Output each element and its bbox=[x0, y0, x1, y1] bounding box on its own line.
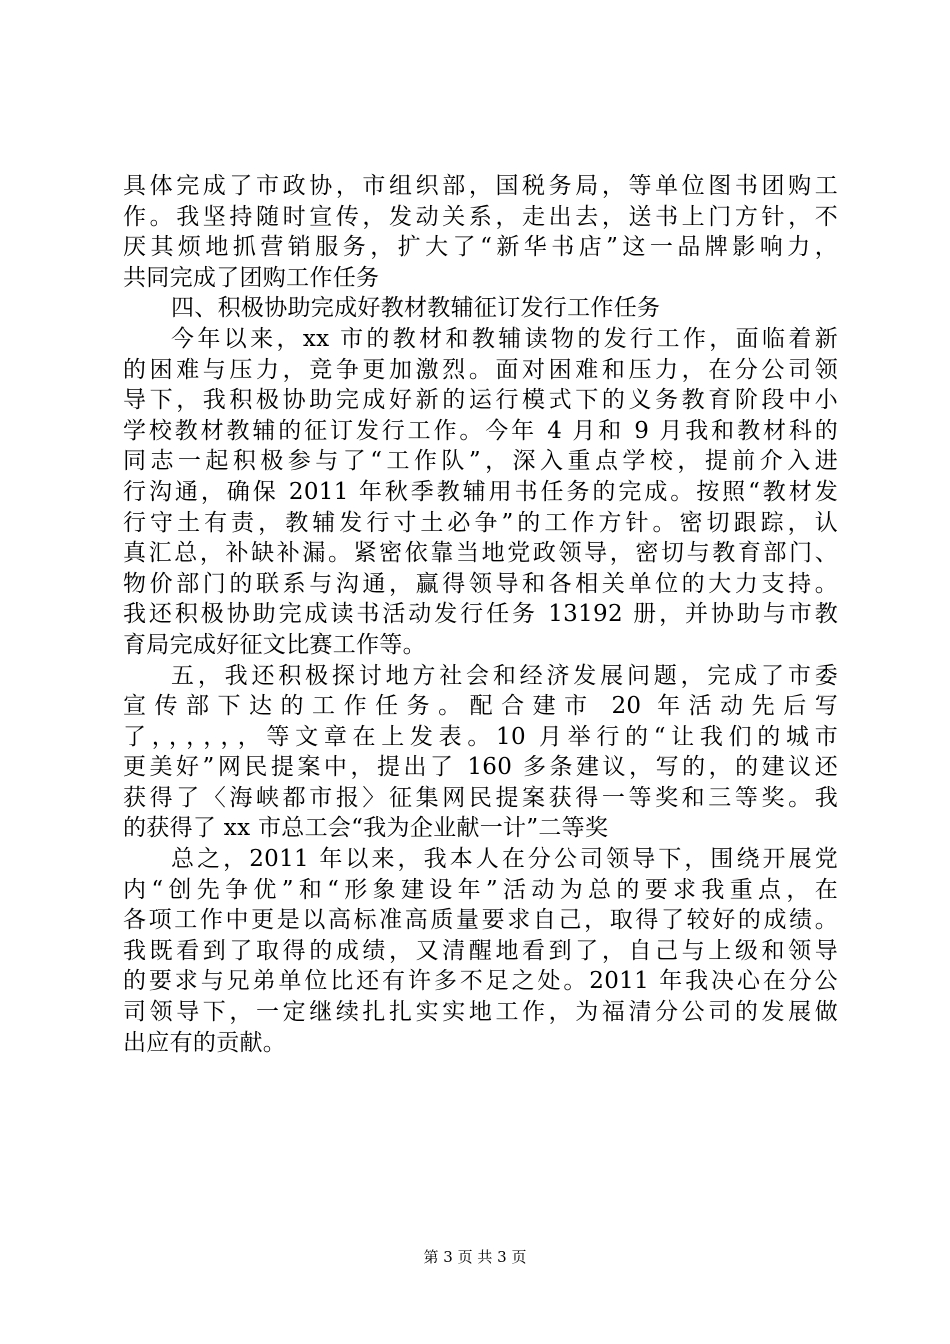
body-line: 获得了〈海峡都市报〉征集网民提案获得一等奖和三等奖。我 bbox=[123, 784, 838, 811]
body-line: 同志一起积极参与了“工作队”，深入重点学校，提前介入进 bbox=[123, 448, 838, 475]
body-line: 物价部门的联系与沟通，赢得领导和各相关单位的大力支持。 bbox=[123, 570, 838, 597]
section-heading: 四、积极协助完成好教材教辅征订发行工作任务 bbox=[171, 295, 661, 322]
body-line: 学校教材教辅的征订发行工作。今年 4 月和 9 月我和教材科的 bbox=[123, 417, 838, 444]
body-line: 五，我还积极探讨地方社会和经济发展问题，完成了市委 bbox=[171, 662, 838, 689]
body-line: 各项工作中更是以高标准高质量要求自己，取得了较好的成绩。 bbox=[123, 907, 838, 934]
body-line: 更美好”网民提案中，提出了 160 多条建议，写的，的建议还 bbox=[123, 754, 838, 781]
body-line: 内“创先争优”和“形象建设年”活动为总的要求我重点，在 bbox=[123, 876, 838, 903]
body-line: 宣传部下达的工作任务。配合建市 20 年活动先后写 bbox=[123, 693, 838, 720]
body-line: 总之，2011 年以来，我本人在分公司领导下，围绕开展党 bbox=[171, 846, 838, 873]
body-line: 具体完成了市政协，市组织部，国税务局，等单位图书团购工 bbox=[123, 173, 838, 199]
body-line: 我既看到了取得的成绩，又清醒地看到了，自己与上级和领导 bbox=[123, 937, 838, 964]
body-line: 了，，，，，，等文章在上发表。10 月举行的“让我们的城市 bbox=[123, 723, 838, 750]
body-line: 行守土有责，教辅发行寸土必争”的工作方针。密切跟踪，认 bbox=[123, 509, 838, 536]
body-line: 共同完成了团购工作任务 bbox=[123, 264, 380, 291]
document-body bbox=[123, 171, 838, 1058]
body-line: 厌其烦地抓营销服务，扩大了“新华书店”这一品牌影响力， bbox=[123, 234, 838, 261]
body-line: 司领导下，一定继续扎扎实实地工作，为福清分公司的发展做 bbox=[123, 999, 838, 1026]
body-line: 导下，我积极协助完成好新的运行模式下的义务教育阶段中小 bbox=[123, 387, 838, 414]
body-line: 作。我坚持随时宣传，发动关系，走出去，送书上门方针，不 bbox=[123, 203, 838, 230]
body-line: 育局完成好征文比赛工作等。 bbox=[123, 631, 426, 658]
body-line: 今年以来，xx 市的教材和教辅读物的发行工作，面临着新 bbox=[171, 325, 838, 352]
body-line: 真汇总，补缺补漏。紧密依靠当地党政领导，密切与教育部门、 bbox=[123, 540, 838, 567]
body-line: 的困难与压力，竞争更加激烈。面对困难和压力，在分公司领 bbox=[123, 356, 838, 383]
body-line: 出应有的贡献。 bbox=[123, 1029, 287, 1056]
body-line: 我还积极协助完成读书活动发行任务 13192 册，并协助与市教 bbox=[123, 601, 838, 628]
page-number-label: 第 3 页 共 3 页 bbox=[423, 1248, 527, 1266]
page-footer bbox=[0, 1247, 950, 1267]
body-line: 的获得了 xx 市总工会“我为企业献一计”二等奖 bbox=[123, 815, 609, 842]
body-line: 的要求与兄弟单位比还有许多不足之处。2011 年我决心在分公 bbox=[123, 968, 838, 995]
body-line: 行沟通，确保 2011 年秋季教辅用书任务的完成。按照“教材发 bbox=[123, 478, 838, 505]
